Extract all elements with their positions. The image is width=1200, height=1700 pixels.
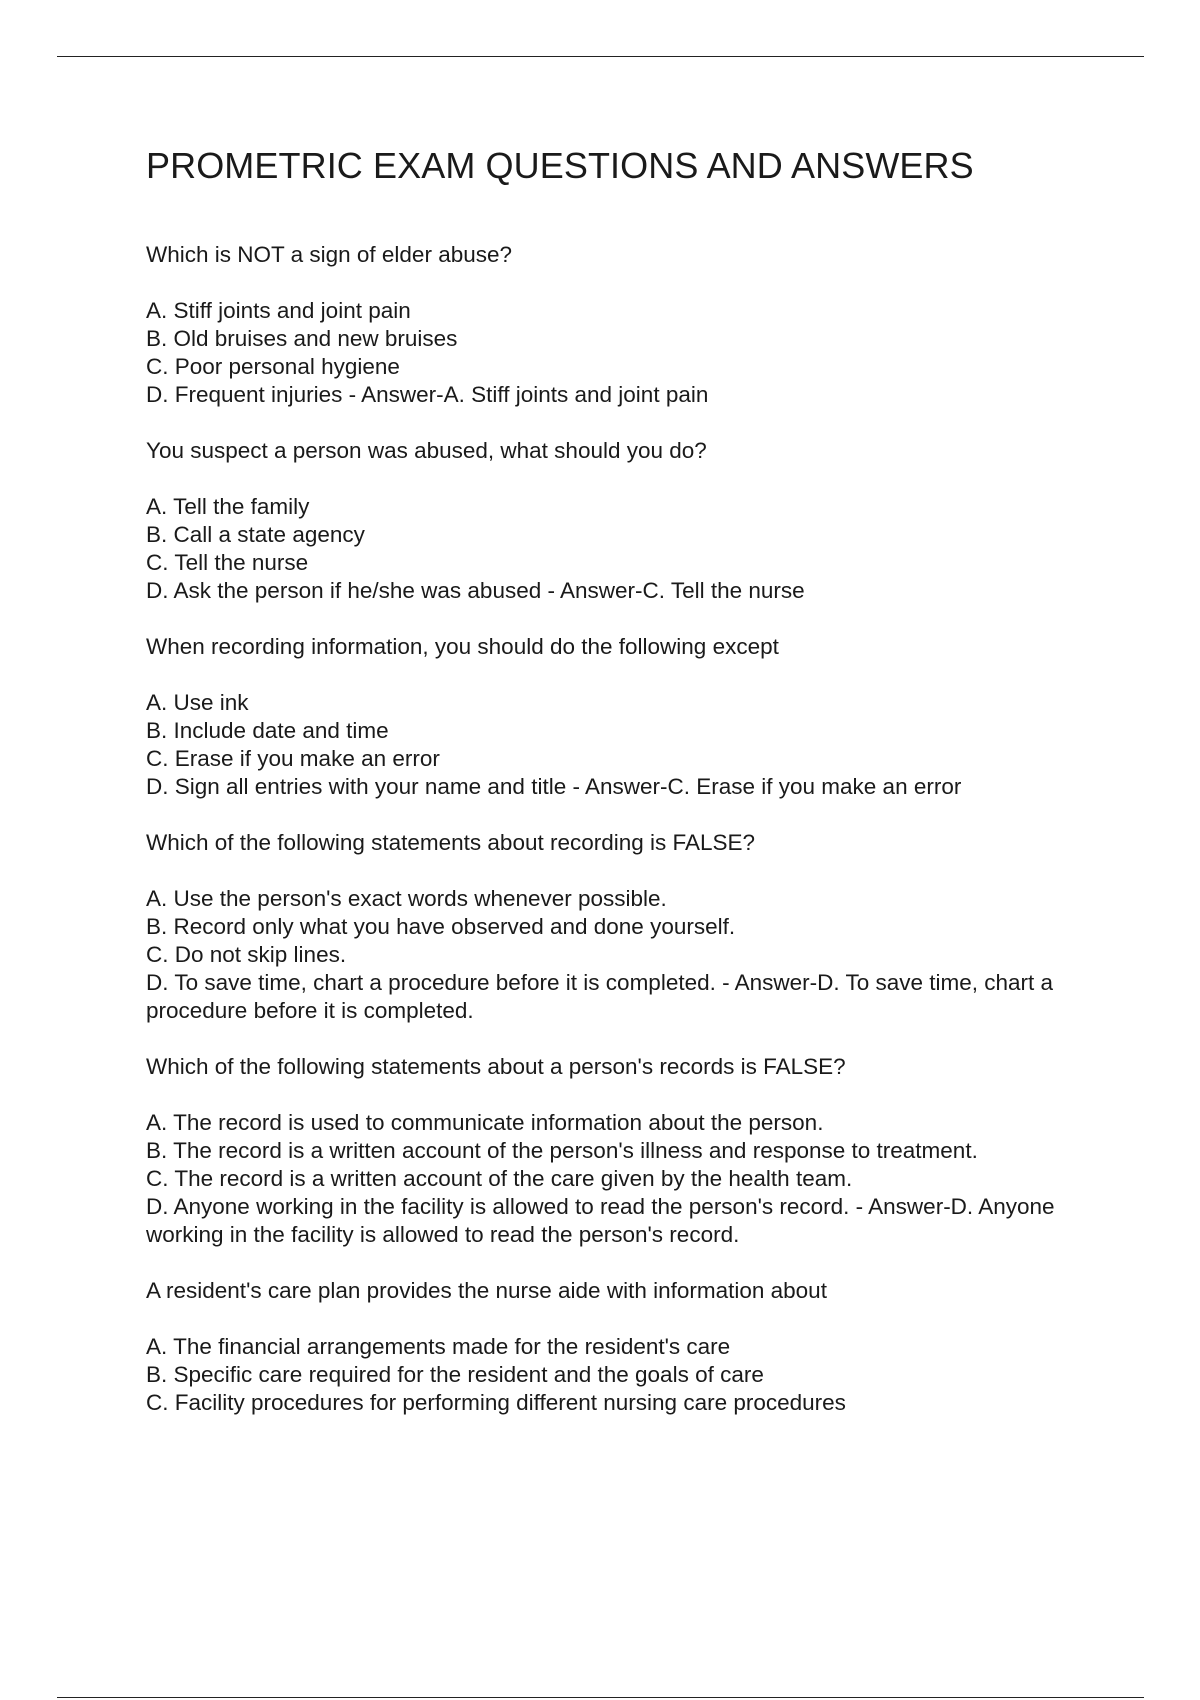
- question-block: [146, 241, 1076, 409]
- question-list: [146, 241, 1076, 1417]
- option-c: C. Tell the nurse: [146, 550, 309, 575]
- option-a: A. The financial arrangements made for the resident's care: [146, 1334, 731, 1359]
- question-block: [146, 1053, 1076, 1249]
- top-divider: [57, 56, 1144, 57]
- option-c: C. Do not skip lines.: [146, 942, 347, 967]
- option-b: B. Include date and time: [146, 718, 389, 743]
- option-c: C. Erase if you make an error: [146, 746, 440, 771]
- question-text: A resident's care plan provides the nurse aide with information about: [146, 1278, 827, 1303]
- question-block: [146, 829, 1076, 1025]
- option-a: A. Use ink: [146, 690, 249, 715]
- question-text: You suspect a person was abused, what should you do?: [146, 438, 707, 463]
- option-d-with-answer: D. Ask the person if he/she was abused - Answer-C. Tell the nurse: [146, 578, 805, 603]
- option-a: A. Stiff joints and joint pain: [146, 298, 411, 323]
- answer-options: [146, 885, 1076, 1025]
- document-page: [146, 140, 1076, 1445]
- option-d-with-answer: D. Sign all entries with your name and title - Answer-C. Erase if you make an error: [146, 774, 962, 799]
- document-title: PROMETRIC EXAM QUESTIONS AND ANSWERS: [146, 145, 974, 186]
- answer-options: [146, 1109, 1076, 1249]
- option-a: A. The record is used to communicate information about the person.: [146, 1110, 824, 1135]
- question-block: [146, 1277, 1076, 1417]
- answer-options: [146, 493, 1076, 605]
- option-b: B. Call a state agency: [146, 522, 365, 547]
- answer-options: [146, 689, 1076, 801]
- option-a: A. Use the person's exact words whenever possible.: [146, 886, 667, 911]
- option-d-with-answer: D. Frequent injuries - Answer-A. Stiff joints and joint pain: [146, 382, 709, 407]
- option-d-with-answer: D. Anyone working in the facility is allowed to read the person's record. - Answer-D. Anyone working in the facility is allowed to read the person's record.: [146, 1194, 1055, 1247]
- option-b: B. The record is a written account of the person's illness and response to treatment.: [146, 1138, 978, 1163]
- answer-options: [146, 1333, 1076, 1417]
- question-block: [146, 633, 1076, 801]
- question-text: When recording information, you should do the following except: [146, 634, 779, 659]
- question-text: Which of the following statements about recording is FALSE?: [146, 830, 756, 855]
- question-text: Which of the following statements about a person's records is FALSE?: [146, 1054, 846, 1079]
- answer-options: [146, 297, 1076, 409]
- option-b: B. Specific care required for the resident and the goals of care: [146, 1362, 764, 1387]
- option-c: C. Poor personal hygiene: [146, 354, 400, 379]
- option-a: A. Tell the family: [146, 494, 310, 519]
- question-block: [146, 437, 1076, 605]
- option-c: C. Facility procedures for performing different nursing care procedures: [146, 1390, 846, 1415]
- option-b: B. Old bruises and new bruises: [146, 326, 458, 351]
- option-d-with-answer: D. To save time, chart a procedure before it is completed. - Answer-D. To save time, chart a procedure before it is completed.: [146, 970, 1054, 1023]
- option-b: B. Record only what you have observed and done yourself.: [146, 914, 736, 939]
- option-c: C. The record is a written account of the care given by the health team.: [146, 1166, 853, 1191]
- question-text: Which is NOT a sign of elder abuse?: [146, 242, 513, 267]
- bottom-divider: [57, 1697, 1144, 1698]
